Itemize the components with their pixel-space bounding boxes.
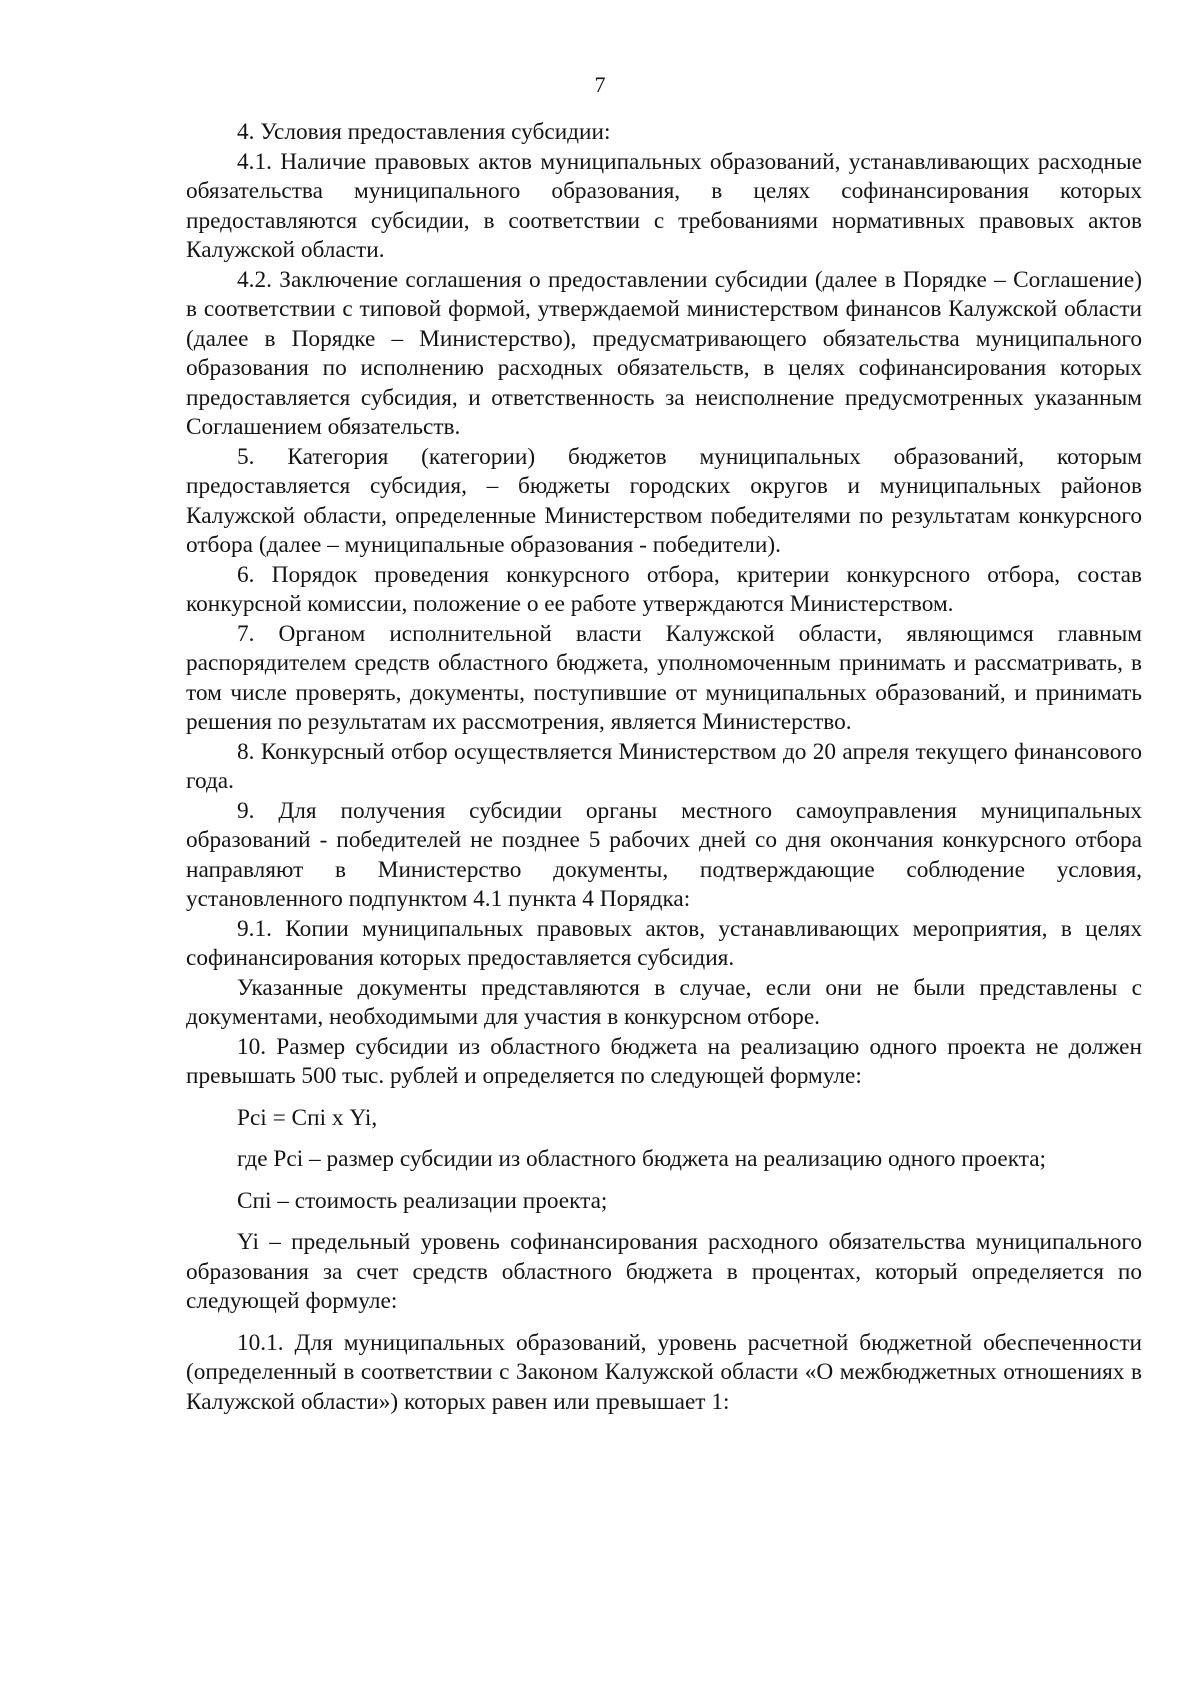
paragraph: 4.2. Заключение соглашения о предоставлении субсидии (далее в Порядке – Соглашение) в соответствии с типовой формой, утверждаемой министерством финансов Калужской области (далее в Порядке – Министерство), предусматривающего обязательства муниципального образования по исполнению расходных обязательств, в целях софинансирования которых предоставляется субсидия, и ответственность за неисполнение предусмотренных указанным Соглашением обязательств.	[186, 266, 1142, 440]
document-body	[186, 118, 1142, 1417]
paragraph: Спi – стоимость реализации проекта;	[237, 1187, 608, 1214]
paragraph: 4. Условия предоставления субсидии:	[237, 119, 611, 145]
paragraph: 10. Размер субсидии из областного бюджета на реализацию одного проекта не должен превышать 500 тыс. рублей и определяется по следующей формуле:	[186, 1033, 1142, 1089]
formula: Рсi = Спi х Yi,	[237, 1104, 378, 1131]
paragraph: Указанные документы представляются в случае, если они не были представлены с документами, необходимыми для участия в конкурсном отборе.	[186, 974, 1142, 1030]
paragraph: 8. Конкурсный отбор осуществляется Министерством до 20 апреля текущего финансового года.	[186, 738, 1142, 794]
paragraph: 9. Для получения субсидии органы местного самоуправления муниципальных образований - победителей не позднее 5 рабочих дней со дня окончания конкурсного отбора направляют в Министерство документы, подтверждающие соблюдение условия, установленного подпунктом 4.1 пункта 4 Порядка:	[186, 797, 1142, 912]
paragraph: 9.1. Копии муниципальных правовых актов, устанавливающих мероприятия, в целях софинансирования которых предоставляется субсидия.	[186, 915, 1142, 971]
paragraph: где Рсi – размер субсидии из областного бюджета на реализацию одного проекта;	[237, 1146, 1047, 1172]
paragraph: 6. Порядок проведения конкурсного отбора, критерии конкурсного отбора, состав конкурсной комиссии, положение о ее работе утверждаются Министерством.	[186, 561, 1142, 617]
page-number: 7	[594, 72, 606, 97]
paragraph: 4.1. Наличие правовых актов муниципальных образований, устанавливающих расходные обязательства муниципального образования, в целях софинансирования которых предоставляются субсидии, в соответствии с требованиями нормативных правовых актов Калужской области.	[186, 148, 1142, 263]
paragraph: 5. Категория (категории) бюджетов муниципальных образований, которым предоставляется субсидия, – бюджеты городских округов и муниципальных районов Калужской области, определенные Министерством победителями по результатам конкурсного отбора (далее – муниципальные образования - победители).	[186, 443, 1142, 558]
paragraph: 10.1. Для муниципальных образований, уровень расчетной бюджетной обеспеченности (определенный в соответствии с Законом Калужской области «О межбюджетных отношениях в Калужской области») которых равен или превышает 1:	[186, 1329, 1142, 1415]
paragraph: Yi – предельный уровень софинансирования расходного обязательства муниципального образования за счет средств областного бюджета в процентах, который определяется по следующей формуле:	[186, 1229, 1142, 1314]
paragraph: 7. Органом исполнительной власти Калужской области, являющимся главным распорядителем средств областного бюджета, уполномоченным принимать и рассматривать, в том числе проверять, документы, поступившие от муниципальных образований, и принимать решения по результатам их рассмотрения, является Министерство.	[186, 620, 1142, 735]
